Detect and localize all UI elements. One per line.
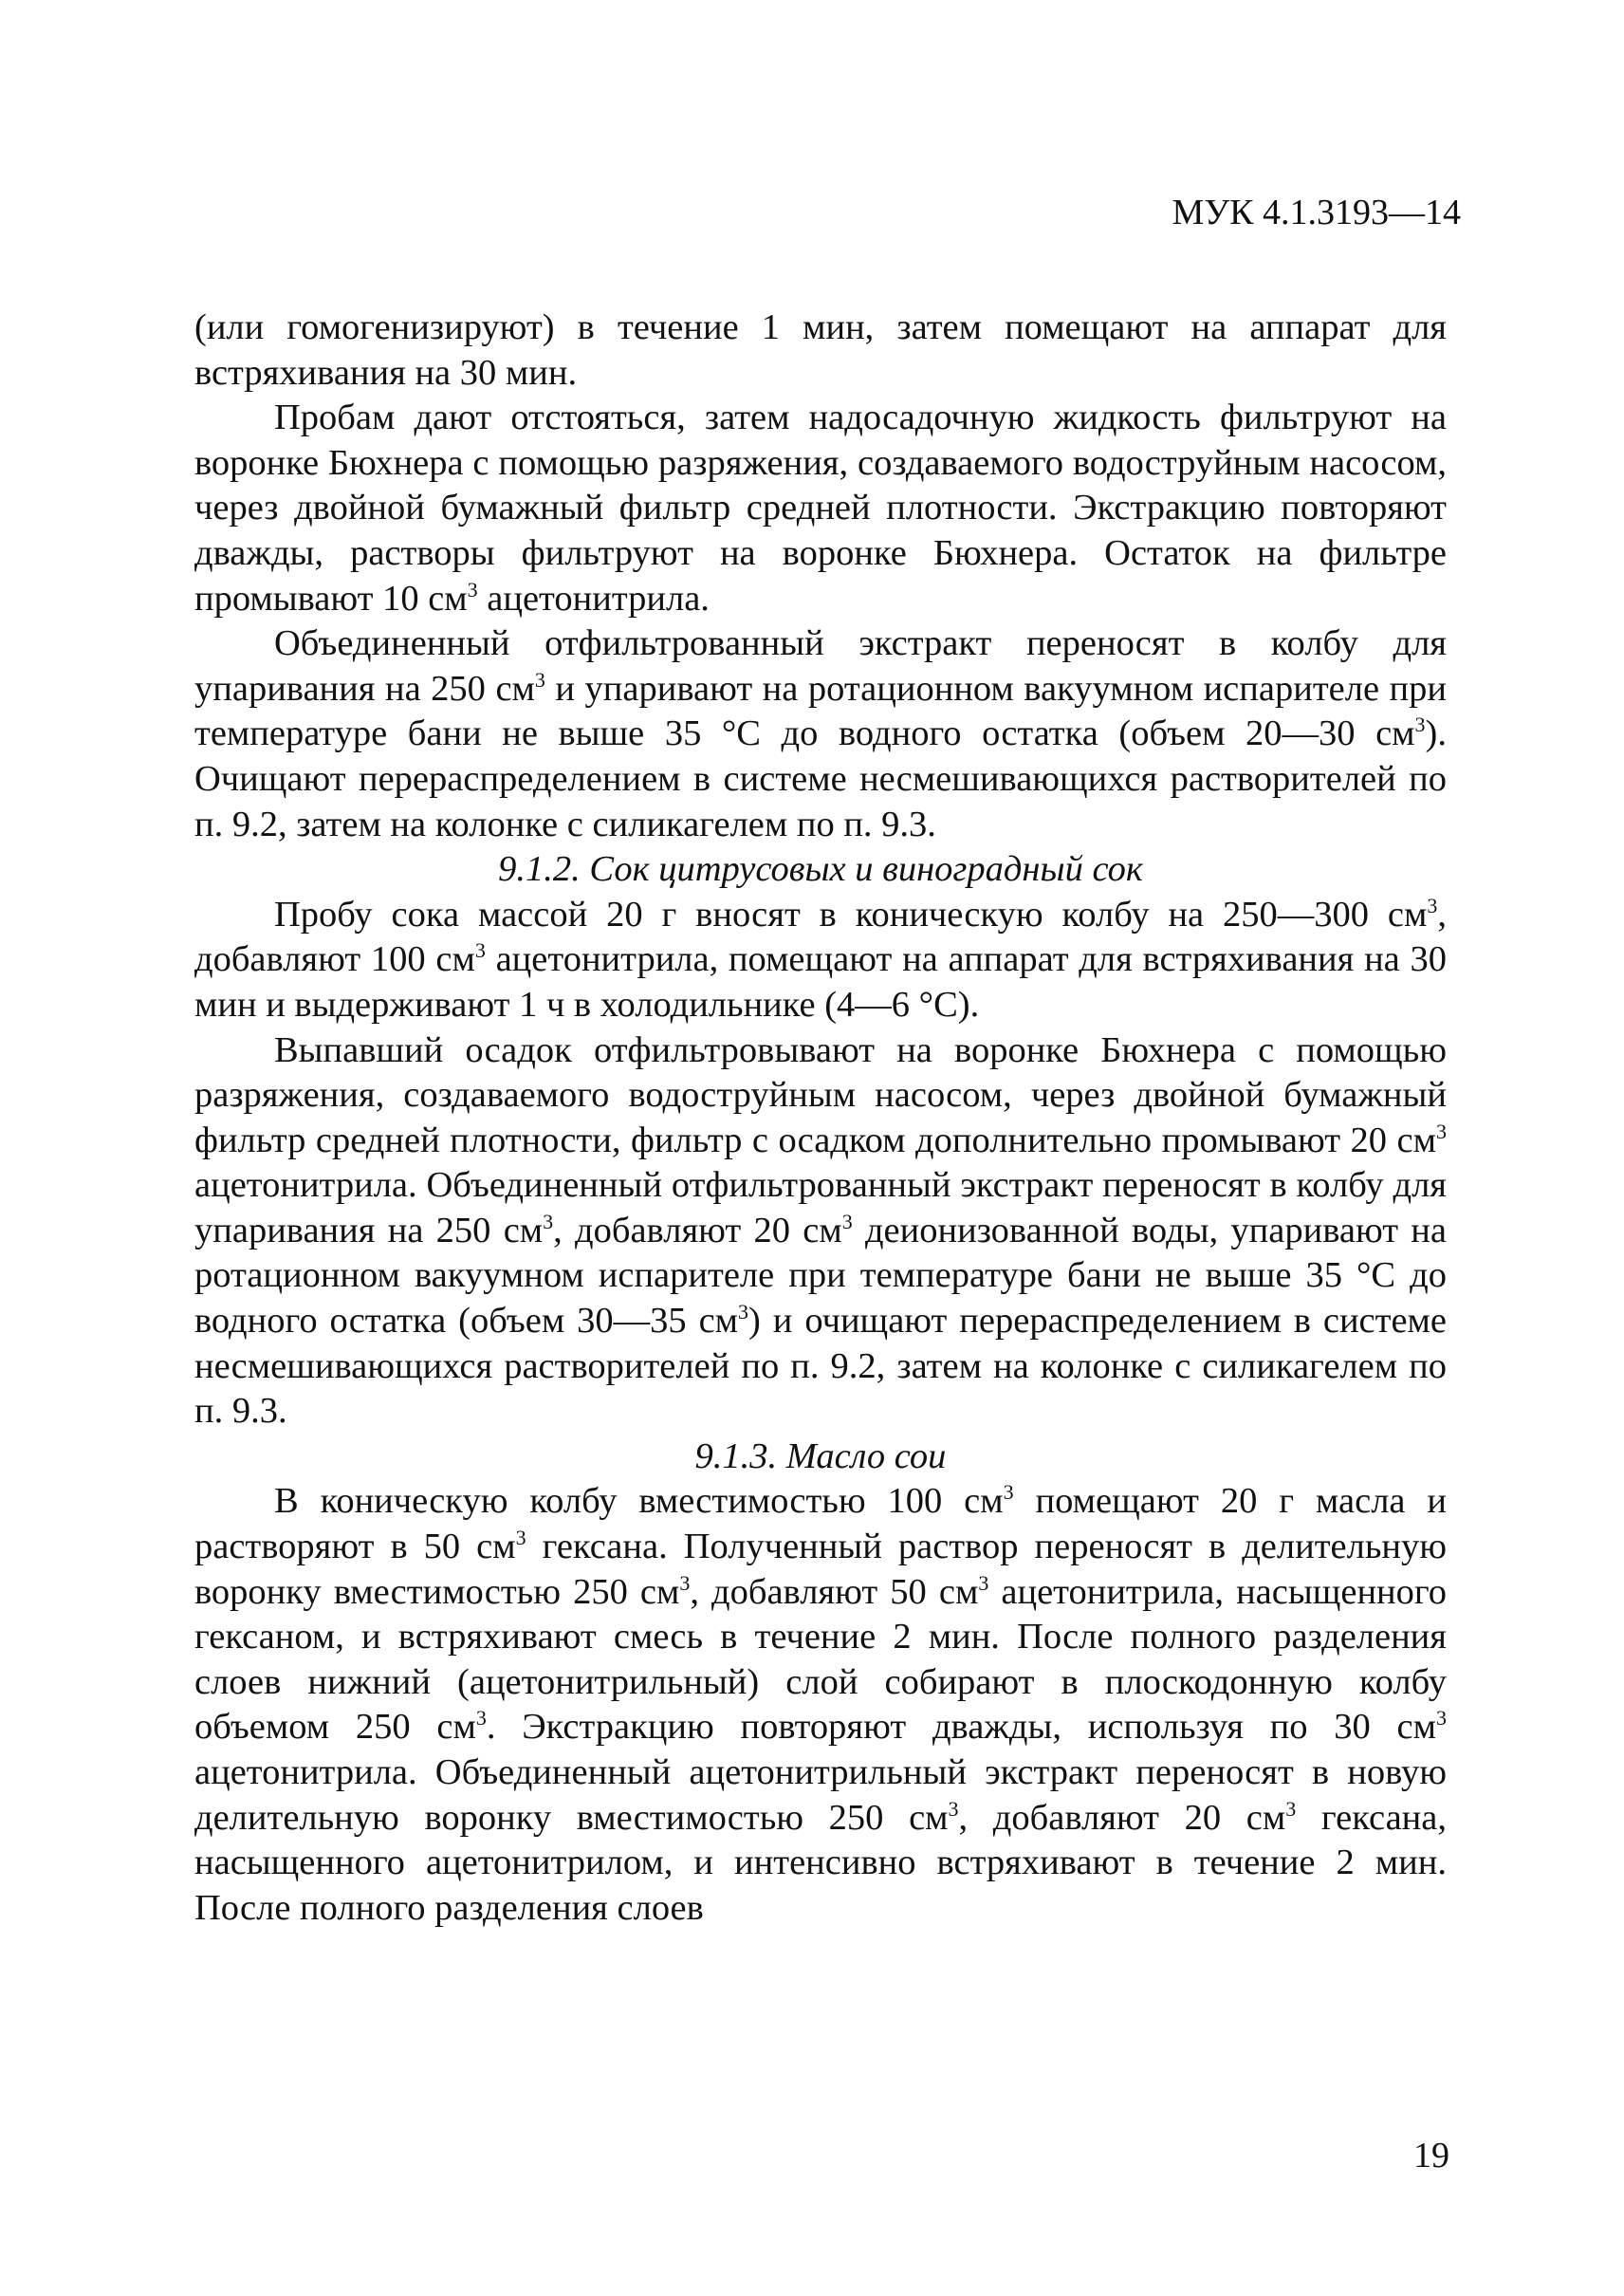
- page-number: 19: [1413, 2136, 1449, 2176]
- document-code-header: МУК 4.1.3193—14: [1172, 193, 1461, 232]
- paragraph-filtration: Пробам дают отстояться, затем надосадочную жидкость фильтруют на воронке Бюхнера с помощью разряжения, создаваемого водоструйным насосом, через двойной бумажный фильтр средней плотности. Экстракцию повторяют дважды, растворы фильтруют на воронке Бюхнера. Остаток на фильтре промывают 10 $см^3$ ацетонитрила.: [194, 398, 1447, 619]
- body-text: [194, 306, 1447, 1931]
- paragraph-continuation: (или гомогенизируют) в течение 1 мин, затем помещают на аппарат для встряхивания на 30 мин.: [194, 307, 1447, 393]
- section-heading-soy-oil: 9.1.3. Масло сои: [694, 1435, 947, 1476]
- section-heading-juice: 9.1.2. Сок цитрусовых и виноградный сок: [498, 849, 1143, 890]
- paragraph-evaporation: Объединенный отфильтрованный экстракт переносят в колбу для упаривания на 250 $см^3$ и упаривают на ротационном вакуумном испарителе при температуре бани не выше 35 °С до водного остатка (объем 20—30 $см^3$). Очищают перераспределением в системе несмешивающихся растворителей по п. 9.2, затем на колонке с силикагелем по п. 9.3.: [194, 623, 1447, 844]
- paragraph-juice-sample: Пробу сока массой 20 г вносят в коническую колбу на 250—300 $см^3$, добавляют 100 $см^3$ ацетонитрила, помещают на аппарат для встряхивания на 30 мин и выдерживают 1 ч в холодильнике (4—6 °С).: [194, 893, 1447, 1025]
- paragraph-soy-oil: В коническую колбу вместимостью 100 $см^3$ помещают 20 г масла и растворяют в 50 $см^3$ гексана. Полученный раствор переносят в делительную воронку вместимостью 250 $см^3$, добавляют 50 $см^3$ ацетонитрила, насыщенного гексаном, и встряхивают смесь в течение 2 мин. После полного разделения слоев нижний (ацетонитрильный) слой собирают в плоскодонную колбу объемом 250 $см^3$. Экстракцию повторяют дважды, используя по 30 $см^3$ ацетонитрила. Объединенный ацетонитрильный экстракт переносят в новую делительную воронку вместимостью 250 $см^3$, добавляют 20 $см^3$ гексана, насыщенного ацетонитрилом, и интенсивно встряхивают в течение 2 мин. После полного разделения слоев: [194, 1480, 1448, 1928]
- paragraph-juice-filtration: Выпавший осадок отфильтровывают на воронке Бюхнера с помощью разряжения, создаваемого водоструйным насосом, через двойной бумажный фильтр средней плотности, фильтр с осадком дополнительно промывают 20 $см^3$ ацетонитрила. Объединенный отфильтрованный экстракт переносят в колбу для упаривания на 250 $см^3$, добавляют 20 $см^3$ деионизованной воды, упаривают на ротационном вакуумном испарителе при температуре бани не выше 35 °С до водного остатка (объем 30—35 $см^3$) и очищают перераспределением в системе несмешивающихся растворителей по п. 9.2, затем на колонке с силикагелем по п. 9.3.: [194, 1029, 1448, 1432]
